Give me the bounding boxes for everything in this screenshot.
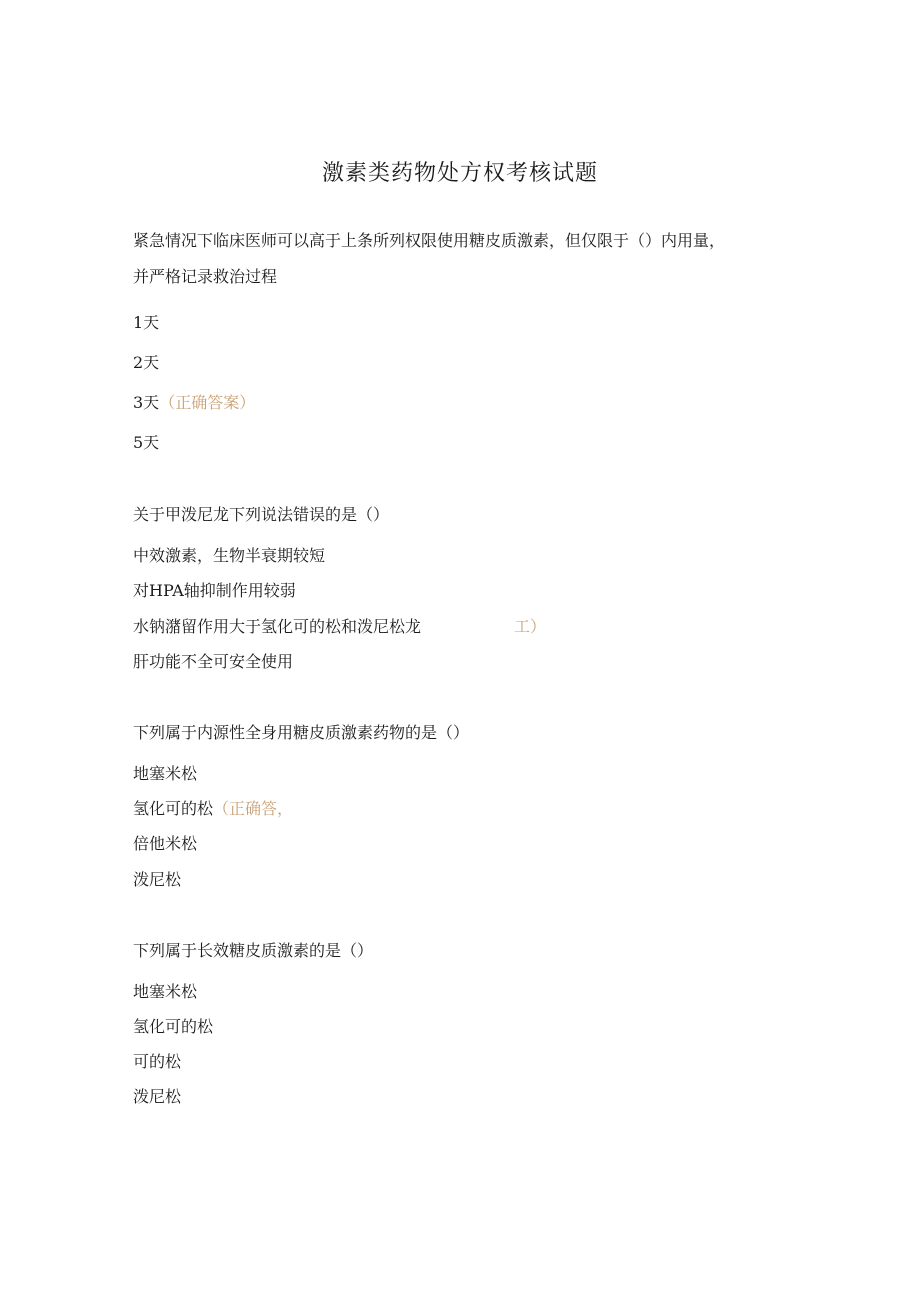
option-text: 泼尼松 (133, 1087, 182, 1106)
correct-answer-mark: （正确答案） (159, 393, 256, 412)
question-2-stem: 关于甲泼尼龙下列说法错误的是（） (133, 505, 390, 524)
question-1-stem-line-2: 并严格记录救治过程 (133, 267, 278, 286)
question-3-stem: 下列属于内源性全身用糖皮质激素药物的是（） (133, 723, 470, 742)
question-1-option-2 (133, 352, 159, 374)
option-text: 泼尼松 (133, 870, 182, 889)
question-3-option-4 (133, 869, 181, 891)
question-4-option-2 (133, 1016, 213, 1038)
option-text: 中效激素，生物半衰期较短 (133, 546, 326, 565)
option-text: 对HPA轴抑制作用较弱 (133, 581, 296, 600)
question-3-option-2 (133, 798, 293, 820)
option-text: 倍他米松 (133, 834, 198, 853)
correct-answer-mark: 工） (514, 617, 547, 636)
question-3-option-1 (133, 763, 197, 785)
question-1-option-4 (133, 432, 159, 454)
page-title: 激素类药物处方权考核试题 (321, 161, 598, 186)
question-3-option-3 (133, 833, 197, 855)
option-text: 2天 (133, 353, 160, 372)
option-text: 5天 (133, 433, 160, 452)
question-2-option-1 (133, 545, 325, 567)
correct-answer-mark: （正确答， (213, 799, 294, 818)
question-2-option-4 (133, 651, 293, 673)
question-1-option-3 (133, 392, 255, 414)
question-2-option-2 (133, 580, 296, 602)
question-4-option-3 (133, 1051, 181, 1073)
option-text: 地塞米松 (133, 764, 198, 783)
option-text: 地塞米松 (133, 982, 198, 1001)
question-4-option-1 (133, 981, 197, 1003)
option-text: 可的松 (133, 1052, 182, 1071)
option-text: 水钠潴留作用大于氢化可的松和泼尼松龙 (133, 617, 422, 636)
option-text: 氢化可的松 (133, 1017, 214, 1036)
question-4-option-4 (133, 1086, 181, 1108)
question-1-stem-line-1: 紧急情况下临床医师可以高于上条所列权限使用糖皮质激素，但仅限于（）内用量， (133, 231, 726, 250)
question-2-option-3 (133, 616, 421, 638)
option-text: 1天 (133, 313, 160, 332)
question-4-stem: 下列属于长效糖皮质激素的是（） (133, 941, 374, 960)
option-text: 氢化可的松 (133, 799, 214, 818)
question-1-option-1 (133, 312, 159, 334)
option-text: 肝功能不全可安全使用 (133, 652, 294, 671)
option-text: 3天 (133, 393, 160, 412)
